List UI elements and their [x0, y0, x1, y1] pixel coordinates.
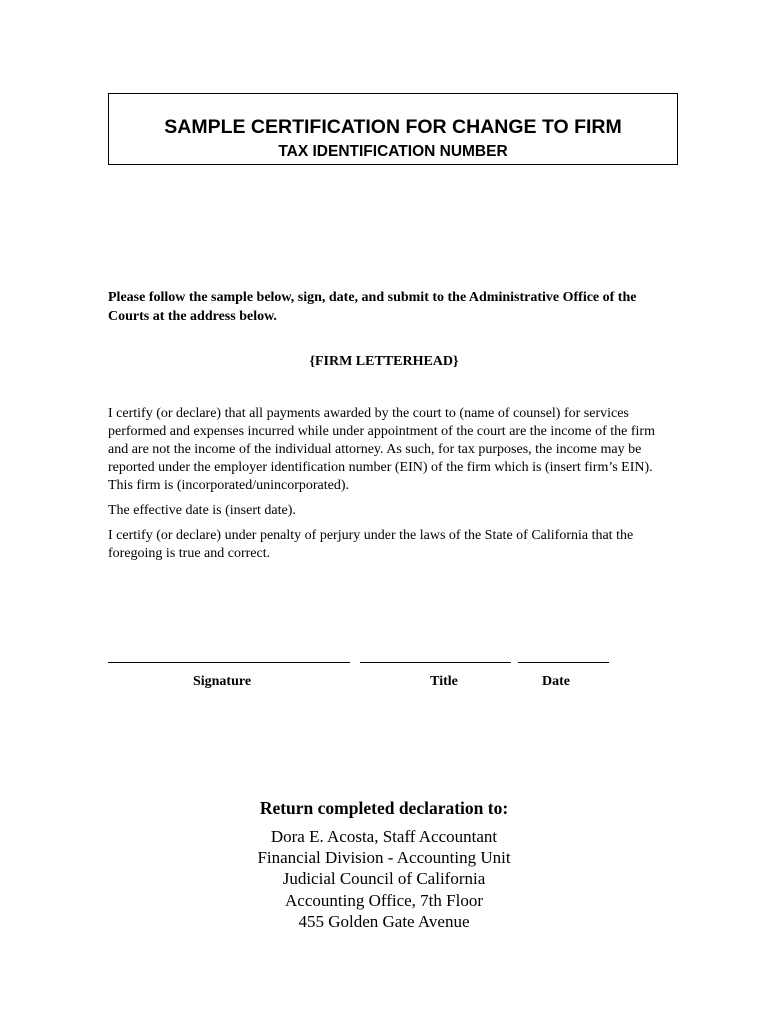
address-line-organization: Judicial Council of California [282, 869, 486, 889]
signature-line[interactable] [108, 662, 350, 663]
title-label: Title [430, 674, 458, 689]
document-subtitle: TAX IDENTIFICATION NUMBER [278, 143, 508, 160]
signature-label: Signature [192, 674, 252, 689]
address-line-street: 455 Golden Gate Avenue [298, 911, 470, 931]
perjury-declaration-paragraph: I certify (or declare) under penalty of perjury under the laws of the State of California that the foregoing is true and correct. [108, 528, 634, 561]
firm-letterhead-placeholder: {FIRM LETTERHEAD} [309, 354, 459, 369]
return-address [0, 826, 768, 932]
date-label: Date [542, 674, 570, 689]
instructions-text: Please follow the sample below, sign, date, and submit to the Administrative Office of the Courts at the address below. [108, 290, 637, 324]
document-title: SAMPLE CERTIFICATION FOR CHANGE TO FIRM [164, 116, 622, 138]
address-line-name: Dora E. Acosta, Staff Accountant [270, 827, 498, 846]
document-title-box [108, 93, 678, 165]
certification-paragraph: I certify (or declare) that all payments awarded by the court to (name of counsel) for services performed and expenses incurred while under appointment of the court are the income of the firm and are not the income of the individual attorney. As such, for tax purposes, the income may be reported under the employer identification number (EIN) of the firm which is (insert firm’s EIN). This firm is (incorporated/unincorporated). [108, 406, 655, 493]
address-line-division: Financial Division - Accounting Unit [257, 848, 511, 868]
date-line[interactable] [518, 662, 609, 663]
address-line-office: Accounting Office, 7th Floor [285, 890, 483, 910]
return-heading: Return completed declaration to: [259, 798, 509, 818]
title-line[interactable] [360, 662, 511, 663]
effective-date-paragraph: The effective date is (insert date). [108, 503, 296, 518]
